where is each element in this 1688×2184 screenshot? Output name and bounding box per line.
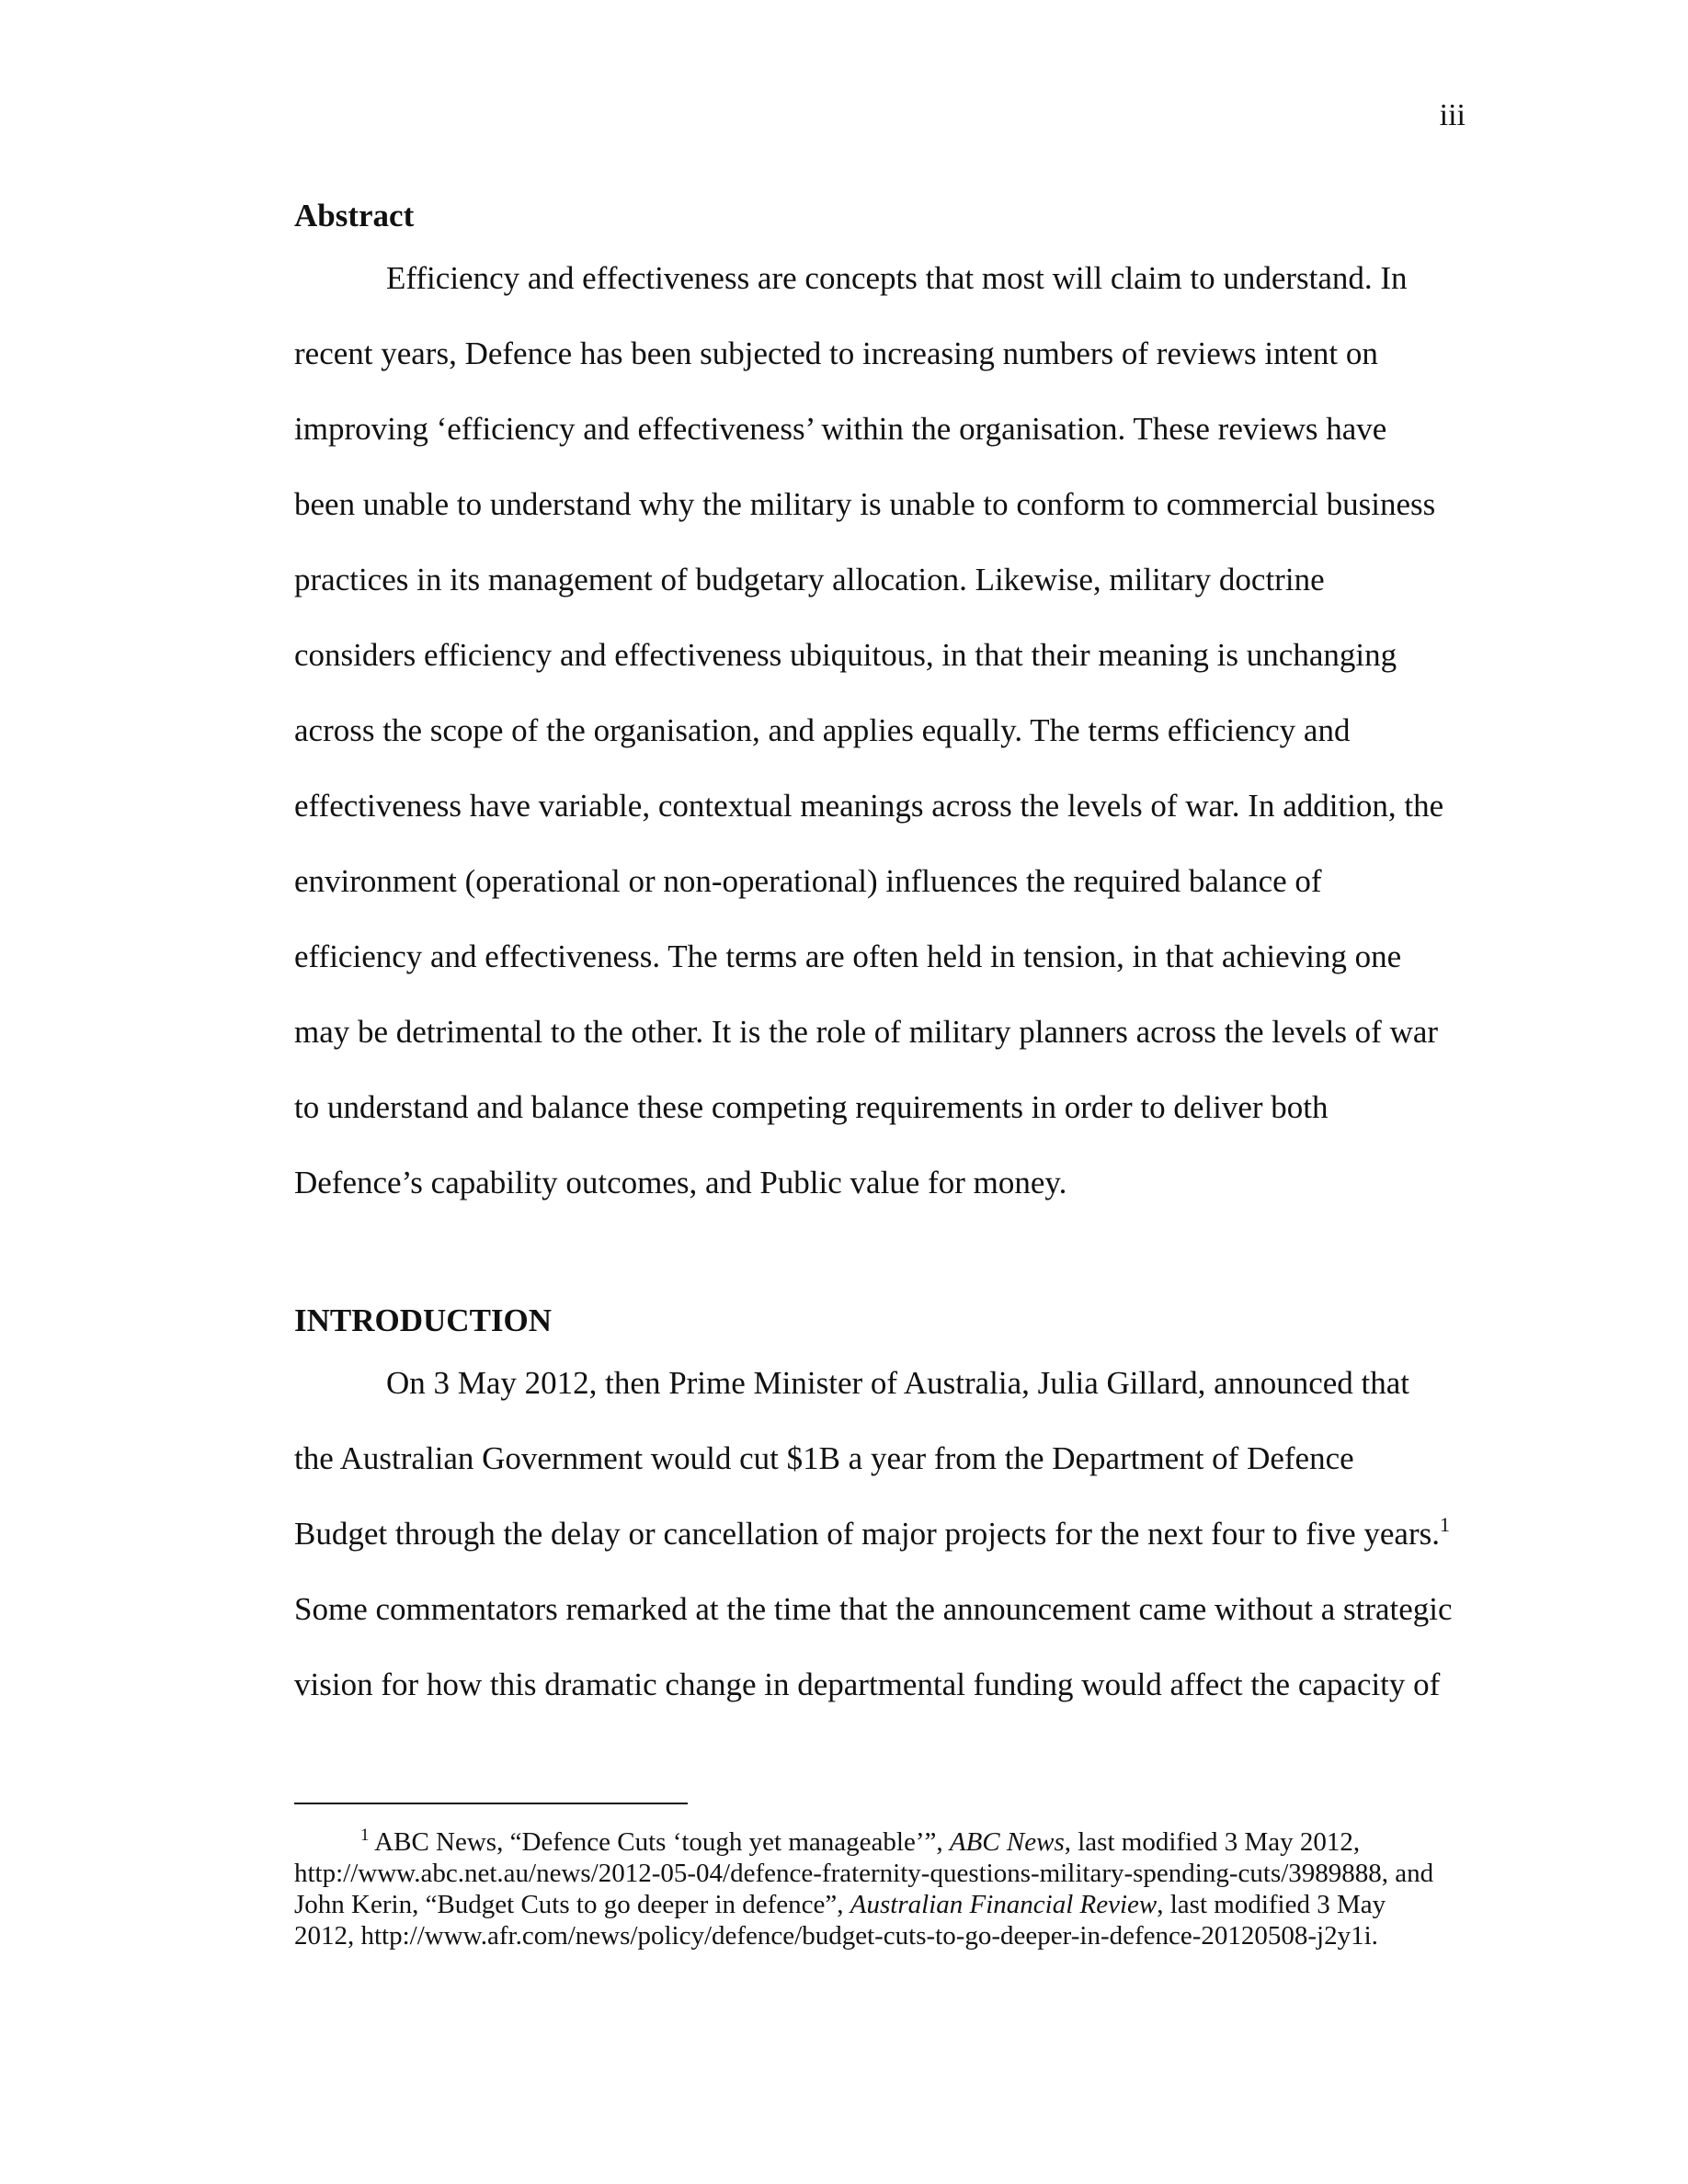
abstract-line: may be detrimental to the other. It is the role of military planners across the levels of war xyxy=(294,1014,1439,1050)
introduction-line: Some commentators remarked at the time that the announcement came without a strategic xyxy=(294,1591,1453,1627)
abstract-line: Efficiency and effectiveness are concepts that most will claim to understand. In xyxy=(386,260,1408,296)
footnote-text: , last modified 3 May 2012, xyxy=(1064,1827,1361,1857)
abstract-line: Defence’s capability outcomes, and Public value for money. xyxy=(294,1165,1067,1200)
introduction-line: On 3 May 2012, then Prime Minister of Australia, Julia Gillard, announced that xyxy=(386,1365,1409,1401)
footnote-url-line[interactable]: http://www.abc.net.au/news/2012-05-04/defence-fraternity-questions-military-spending-cuts/3989888, and xyxy=(294,1859,1434,1888)
introduction-line: vision for how this dramatic change in departmental funding would affect the capacity of xyxy=(294,1666,1441,1702)
abstract-line: environment (operational or non-operational) influences the required balance of xyxy=(294,863,1322,899)
abstract-line: been unable to understand why the military is unable to conform to commercial business xyxy=(294,486,1436,522)
abstract-line: to understand and balance these competing requirements in order to deliver both xyxy=(294,1089,1329,1125)
footnote-item xyxy=(294,1826,1489,1951)
abstract-paragraph xyxy=(294,241,1477,1221)
section-spacer xyxy=(294,1221,1477,1296)
page-body xyxy=(294,191,1477,1723)
footnotes xyxy=(294,1826,1489,1951)
introduction-paragraph xyxy=(294,1346,1477,1723)
footnote-separator xyxy=(294,1803,688,1804)
footnote-source-title: Australian Financial Review xyxy=(850,1890,1158,1919)
footnote-text: John Kerin, “Budget Cuts to go deeper in defence”, xyxy=(294,1890,850,1919)
abstract-line: considers efficiency and effectiveness ubiquitous, in that their meaning is unchanging xyxy=(294,637,1397,673)
footnote-line xyxy=(294,1826,1489,1858)
footnote-line xyxy=(294,1889,1489,1920)
abstract-line: across the scope of the organisation, and applies equally. The terms efficiency and xyxy=(294,712,1351,748)
abstract-line: recent years, Defence has been subjected to increasing numbers of reviews intent on xyxy=(294,336,1378,371)
footnote-text: , last modified 3 May xyxy=(1157,1890,1386,1919)
footnote-marker: 1 xyxy=(360,1826,370,1845)
footnote-reference[interactable]: 1 xyxy=(1439,1513,1450,1536)
abstract-line: effectiveness have variable, contextual meanings across the levels of war. In addition, the xyxy=(294,788,1444,824)
abstract-line: improving ‘efficiency and effectiveness’ within the organisation. These reviews have xyxy=(294,411,1387,447)
abstract-line: efficiency and effectiveness. The terms are often held in tension, in that achieving one xyxy=(294,938,1402,974)
footnote-text: ABC News, “Defence Cuts ‘tough yet manageable’”, xyxy=(374,1827,950,1857)
abstract-heading: Abstract xyxy=(294,198,415,233)
footnote-url-line[interactable]: 2012, http://www.afr.com/news/policy/defence/budget-cuts-to-go-deeper-in-defence-20120508-j2y1i. xyxy=(294,1921,1378,1951)
footnote-source-title: ABC News xyxy=(949,1827,1065,1857)
page-number: iii xyxy=(1439,98,1466,132)
abstract-line: practices in its management of budgetary allocation. Likewise, military doctrine xyxy=(294,562,1325,597)
introduction-line xyxy=(294,1496,1477,1572)
introduction-heading: INTRODUCTION xyxy=(294,1302,553,1338)
introduction-line-text: Budget through the delay or cancellation of major projects for the next four to five years. xyxy=(294,1516,1440,1552)
introduction-line: the Australian Government would cut $1B a year from the Department of Defence xyxy=(294,1440,1354,1476)
